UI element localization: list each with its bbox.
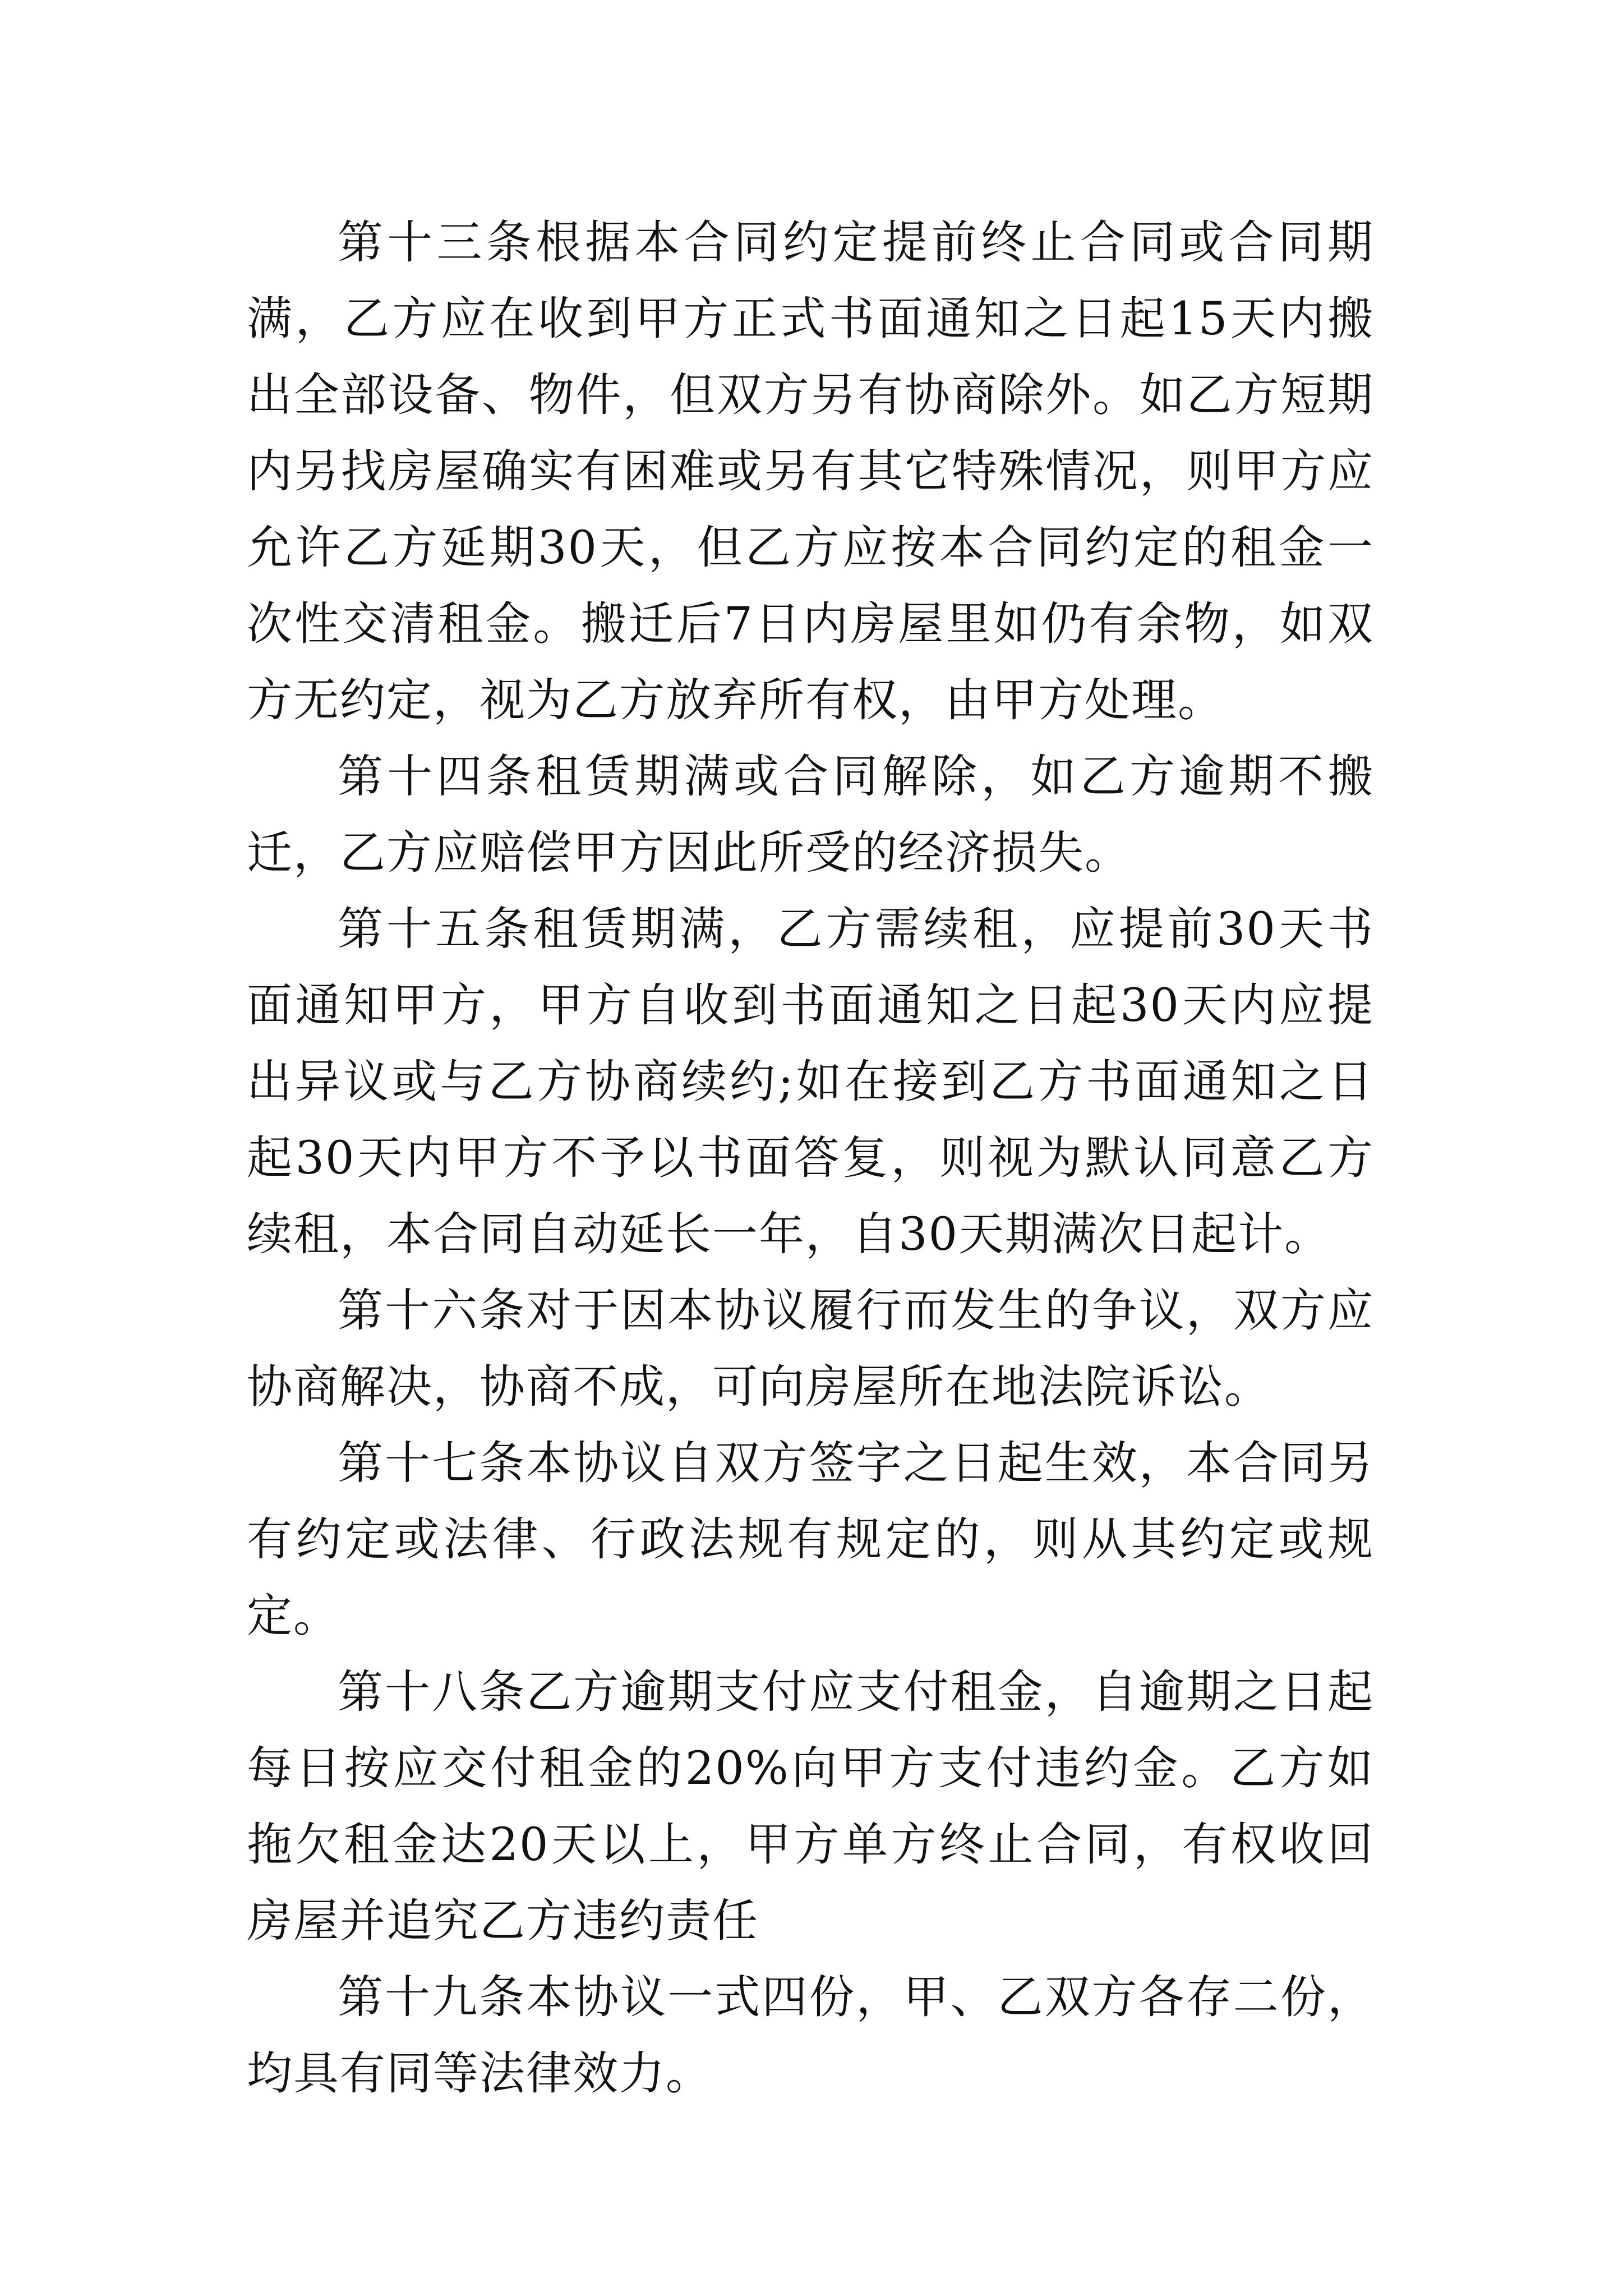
clause-18-paragraph: 第十八条乙方逾期支付应支付租金，自逾期之日起每日按应交付租金的20%向甲方支付违约金。乙方如拖欠租金达20天以上，甲方单方终止合同，有权收回房屋并追究乙方违约责任 <box>247 1666 1374 1948</box>
contract-body <box>247 205 1374 2112</box>
clause-19-paragraph: 第十九条本协议一式四份，甲、乙双方各存二份，均具有同等法律效力。 <box>247 1971 1374 2100</box>
clause-15-paragraph: 第十五条租赁期满，乙方需续租，应提前30天书面通知甲方，甲方自收到书面通知之日起30天内应提出异议或与乙方协商续约;如在接到乙方书面通知之日起30天内甲方不予以书面答复，则视为默认同意乙方续租，本合同自动延长一年，自30天期满次日起计。 <box>247 903 1374 1261</box>
clause-16-paragraph: 第十六条对于因本协议履行而发生的争议，双方应协商解决，协商不成，可向房屋所在地法院诉讼。 <box>247 1285 1374 1414</box>
clause-13-paragraph: 第十三条根据本合同约定提前终止合同或合同期满，乙方应在收到甲方正式书面通知之日起15天内搬出全部设备、物件，但双方另有协商除外。如乙方短期内另找房屋确实有困难或另有其它特殊情况，则甲方应允许乙方延期30天，但乙方应按本合同约定的租金一次性交清租金。搬迁后7日内房屋里如仍有余物，如双方无约定，视为乙方放弃所有权，由甲方处理。 <box>247 217 1374 727</box>
clause-17-paragraph: 第十七条本协议自双方签字之日起生效，本合同另有约定或法律、行政法规有规定的，则从其约定或规定。 <box>247 1437 1374 1642</box>
clause-14-paragraph: 第十四条租赁期满或合同解除，如乙方逾期不搬迁，乙方应赔偿甲方因此所受的经济损失。 <box>247 751 1374 880</box>
